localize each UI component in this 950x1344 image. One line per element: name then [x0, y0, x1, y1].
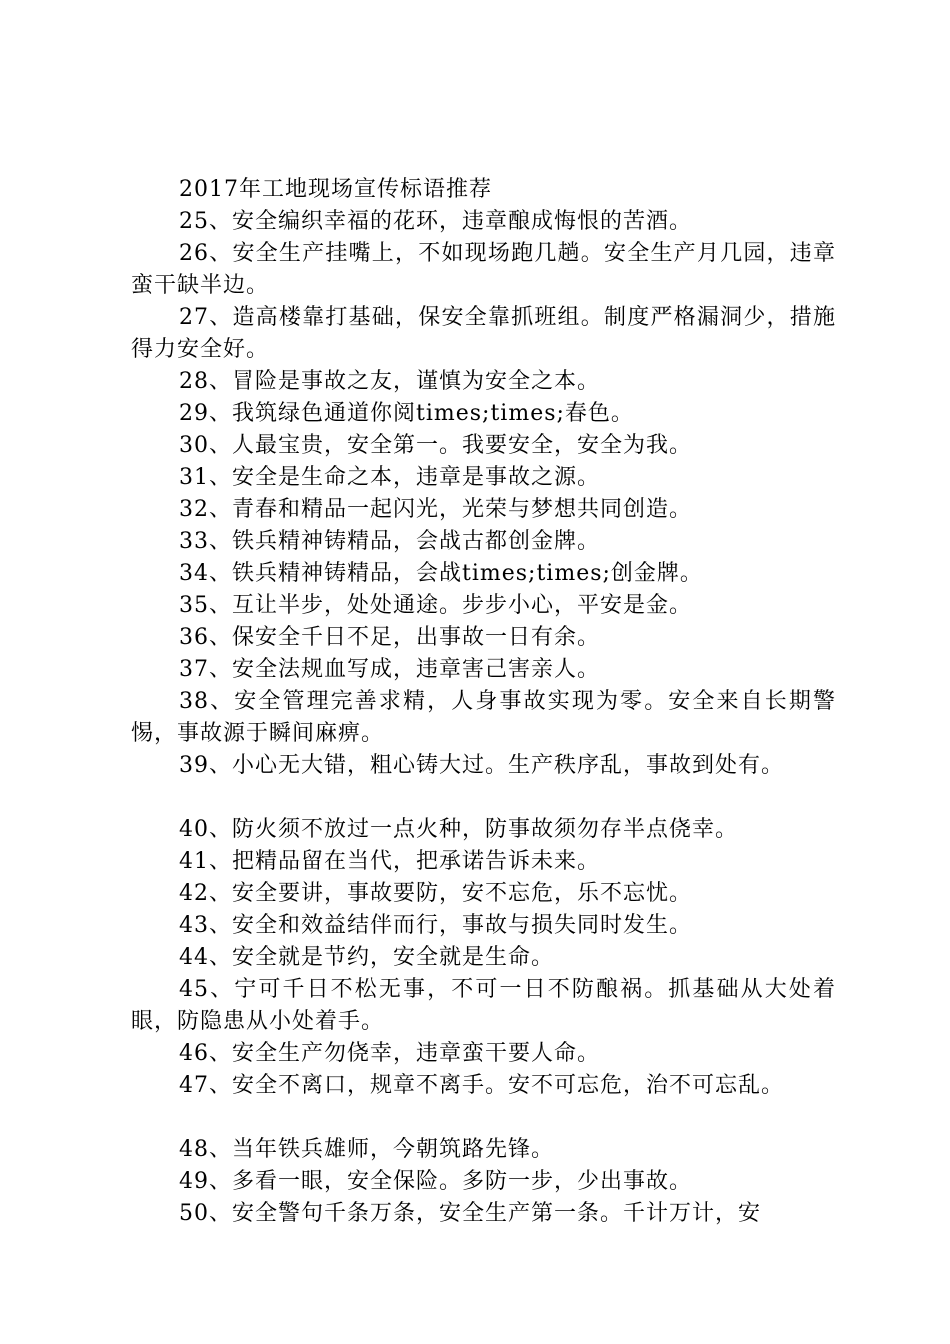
paragraph: 45、宁可千日不松无事，不可一日不防酿祸。抓基础从大处着眼，防隐患从小处着手。: [131, 977, 836, 1034]
paragraph: 43、安全和效益结伴而行，事故与损失同时发生。: [179, 913, 692, 938]
paragraph: 50、安全警句千条万条，安全生产第一条。千计万计，安: [179, 1201, 761, 1226]
paragraph: 29、我筑绿色通道你阅times;times;春色。: [179, 401, 634, 426]
paragraph: 32、青春和精品一起闪光，光荣与梦想共同创造。: [179, 497, 692, 522]
paragraph: 36、保安全千日不足，出事故一日有余。: [179, 625, 600, 650]
paragraph: 31、安全是生命之本，违章是事故之源。: [179, 465, 600, 490]
document-body: [131, 174, 836, 1230]
paragraph: 48、当年铁兵雄师，今朝筑路先锋。: [179, 1137, 554, 1162]
paragraph: 26、安全生产挂嘴上，不如现场跑几趟。安全生产月几园，违章蛮干缺半边。: [131, 241, 836, 298]
paragraph: 35、互让半步，处处通途。步步小心，平安是金。: [179, 593, 692, 618]
paragraph: 38、安全管理完善求精，人身事故实现为零。安全来自长期警惕，事故源于瞬间麻痹。: [131, 689, 836, 746]
paragraph: 37、安全法规血写成，违章害己害亲人。: [179, 657, 600, 682]
paragraph: 39、小心无大错，粗心铸大过。生产秩序乱，事故到处有。: [179, 753, 784, 778]
paragraph: 49、多看一眼，安全保险。多防一步，少出事故。: [179, 1169, 692, 1194]
paragraph: 44、安全就是节约，安全就是生命。: [179, 945, 554, 970]
paragraph: 41、把精品留在当代，把承诺告诉未来。: [179, 849, 600, 874]
paragraph: 40、防火须不放过一点火种，防事故须勿存半点侥幸。: [179, 817, 738, 842]
document-title: 2017年工地现场宣传标语推荐: [179, 177, 492, 202]
paragraph: 28、冒险是事故之友，谨慎为安全之本。: [179, 369, 600, 394]
blank-line: [131, 782, 836, 814]
paragraph: 42、安全要讲，事故要防，安不忘危，乐不忘忧。: [179, 881, 692, 906]
paragraph: 47、安全不离口，规章不离手。安不可忘危，治不可忘乱。: [179, 1073, 784, 1098]
blank-line: [131, 1102, 836, 1134]
paragraph: 25、安全编织幸福的花环，违章酿成悔恨的苦酒。: [179, 209, 692, 234]
paragraph: 34、铁兵精神铸精品，会战times;times;创金牌。: [179, 561, 703, 586]
paragraph: 33、铁兵精神铸精品，会战古都创金牌。: [179, 529, 600, 554]
paragraph: 27、造高楼靠打基础，保安全靠抓班组。制度严格漏洞少，措施得力安全好。: [131, 305, 836, 362]
paragraph: 30、人最宝贵，安全第一。我要安全，安全为我。: [179, 433, 692, 458]
paragraph: 46、安全生产勿侥幸，违章蛮干要人命。: [179, 1041, 600, 1066]
